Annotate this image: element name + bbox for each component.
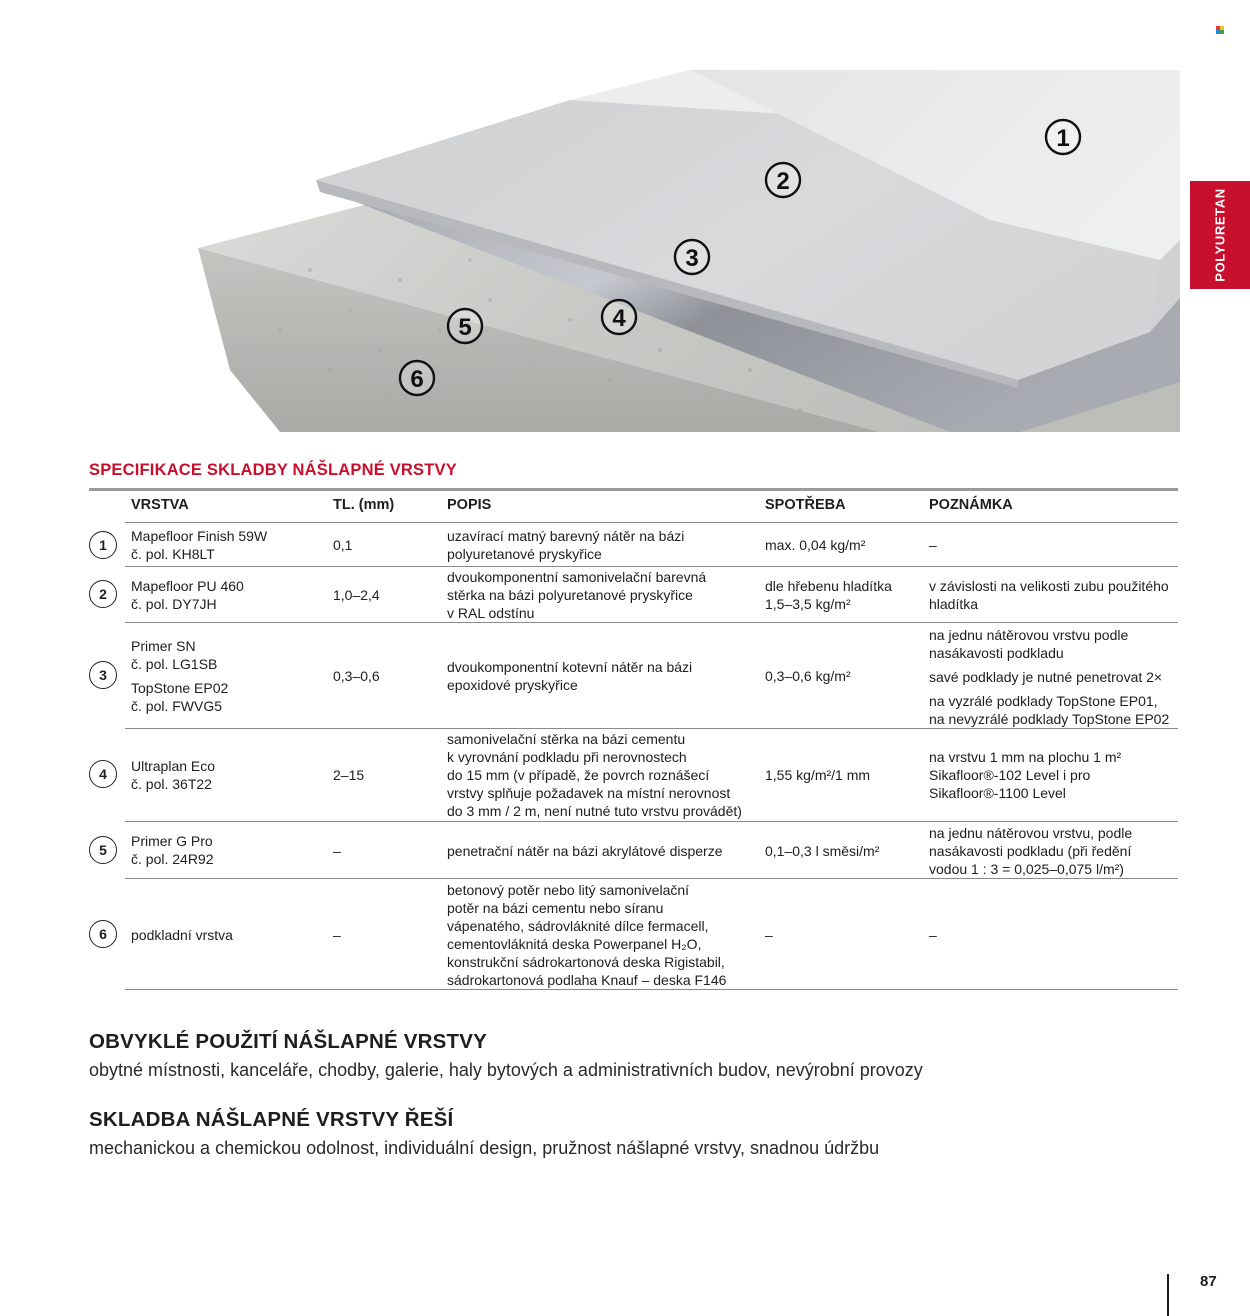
thickness-value: 0,1 (333, 537, 353, 553)
section-side-tab (1190, 181, 1250, 289)
page-number: 87 (1200, 1273, 1217, 1290)
note-text: na jednu nátěrovou vrstvu podle nasákavosti podkladu savé podklady je nutné penetrovat 2× na vyzrálé podklady TopStone EP01, na nevyzrálé podklady TopStone EP02 (929, 627, 1170, 727)
spec-header-rule (89, 488, 1178, 491)
row-number-badge: 1 (89, 531, 117, 559)
layer-marker-6 (400, 361, 434, 395)
layer-marker-2 (766, 163, 800, 197)
layer-marker-4 (602, 300, 636, 334)
layer-name: Primer G Pro č. pol. 24R92 (131, 833, 214, 867)
note-text: – (929, 537, 937, 553)
note-text: na jednu nátěrovou vrstvu, podle nasákavosti podkladu (při ředění vodou 1 : 3 = 0,025–0,075 l/m²) (929, 825, 1133, 877)
row-divider (125, 566, 1178, 567)
spec-title: SPECIFIKACE SKLADBY NÁŠLAPNÉ VRSTVY (89, 461, 457, 479)
description-text: penetrační nátěr na bázi akrylátové disperze (447, 843, 723, 859)
header-description: POPIS (447, 497, 492, 513)
svg-text:2: 2 (776, 168, 790, 195)
description-text: uzavírací matný barevný nátěr na bázi polyuretanové pryskyřice (447, 528, 685, 562)
note-text: – (929, 927, 937, 943)
description-text: betonový potěr nebo litý samonivelační potěr na bázi cementu nebo síranu vápenatého, sádrovláknité dílce fermacell, cementovláknitá deska Powerpanel H₂O, konstrukční sádrokartonová deska Rigistabil, sádrokartonová podlaha Knauf – deska F146 (447, 882, 727, 988)
corner-logo (1216, 26, 1225, 34)
row-divider (125, 878, 1178, 879)
layer-marker-1 (1046, 120, 1080, 154)
row-divider (125, 728, 1178, 729)
page-number-divider (1167, 1274, 1169, 1316)
svg-text:3: 3 (685, 245, 699, 272)
usage-text: obytné místnosti, kanceláře, chodby, galerie, haly bytových a administrativních budov, nevýrobní provozy (89, 1060, 923, 1080)
svg-text:1: 1 (1056, 125, 1070, 152)
consumption-value: max. 0,04 kg/m² (765, 537, 866, 553)
consumption-value: dle hřebenu hladítka 1,5–3,5 kg/m² (765, 578, 892, 612)
header-thickness: TL. (mm) (333, 497, 395, 513)
thickness-value: 2–15 (333, 767, 365, 783)
row-divider (125, 989, 1178, 990)
row-number-badge: 5 (89, 836, 117, 864)
row-number-badge: 3 (89, 661, 117, 689)
thickness-value: – (333, 927, 341, 943)
row-divider (125, 821, 1178, 822)
solves-text: mechanickou a chemickou odolnost, individuální design, pružnost nášlapné vrstvy, snadnou údržbu (89, 1138, 880, 1158)
description-text: samonivelační stěrka na bázi cementu k vyrovnání podkladu při nerovnostech do 15 mm (v případě, že povrch roznášecí vrstvy splňuje požadavek na místní nerovnost do 3 mm / 2 m, není nutné tuto vrstvu provádět) (447, 731, 742, 819)
row-divider (125, 522, 1178, 523)
layer-marker-5 (448, 309, 482, 343)
layer-name: Primer SN č. pol. LG1SB TopStone EP02 č. pol. FWVG5 (131, 638, 229, 714)
svg-text:4: 4 (612, 305, 626, 332)
note-text: v závislosti na velikosti zubu použitého hladítka (929, 578, 1169, 612)
layer-marker-3 (675, 240, 709, 274)
header-note: POZNÁMKA (929, 497, 1013, 513)
thickness-value: 1,0–2,4 (333, 587, 380, 603)
consumption-value: – (765, 927, 773, 943)
description-text: dvoukomponentní samonivelační barevná stěrka na bázi polyuretanové pryskyřice v RAL odstínu (447, 569, 707, 621)
row-divider (125, 622, 1178, 623)
usage-title: OBVYKLÉ POUŽITÍ NÁŠLAPNÉ VRSTVY (89, 1030, 488, 1053)
note-text: na vrstvu 1 mm na plochu 1 m² Sikafloor®-102 Level i pro Sikafloor®-1100 Level (929, 749, 1122, 801)
solves-title: SKLADBA NÁŠLAPNÉ VRSTVY ŘEŠÍ (89, 1108, 454, 1131)
svg-text:5: 5 (458, 314, 472, 341)
layer-name: Mapefloor Finish 59W č. pol. KH8LT (131, 528, 268, 562)
layer-name: Ultraplan Eco č. pol. 36T22 (131, 758, 216, 792)
thickness-value: – (333, 843, 341, 859)
floor-layers-illustration (190, 70, 1180, 432)
svg-text:6: 6 (410, 366, 424, 393)
thickness-value: 0,3–0,6 (333, 668, 380, 684)
side-tab-label: POLYURETAN (1212, 188, 1228, 282)
header-layer: VRSTVA (131, 497, 189, 513)
row-number-badge: 6 (89, 920, 117, 948)
description-text: dvoukomponentní kotevní nátěr na bázi epoxidové pryskyřice (447, 659, 693, 693)
row-number-badge: 4 (89, 760, 117, 788)
row-number-badge: 2 (89, 580, 117, 608)
layer-name: Mapefloor PU 460 č. pol. DY7JH (131, 578, 244, 612)
header-consumption: SPOTŘEBA (765, 497, 846, 513)
layer-name: podkladní vrstva (131, 927, 233, 943)
consumption-value: 1,55 kg/m²/1 mm (765, 767, 871, 783)
consumption-value: 0,1–0,3 l směsi/m² (765, 843, 880, 859)
consumption-value: 0,3–0,6 kg/m² (765, 668, 851, 684)
